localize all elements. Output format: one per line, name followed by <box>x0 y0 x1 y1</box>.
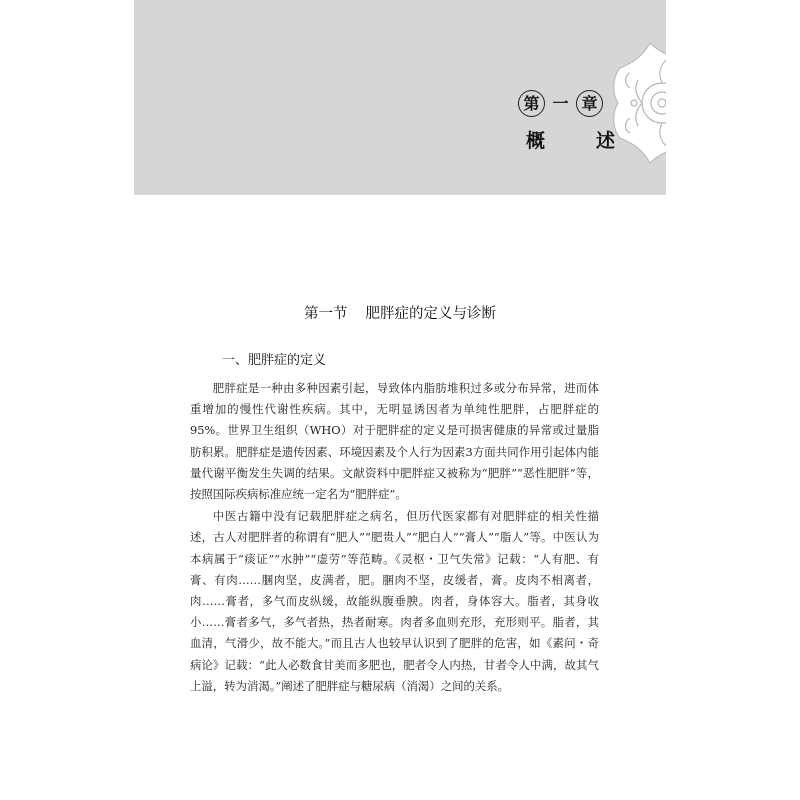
section-label: 第一节 <box>304 306 348 322</box>
section-title <box>134 302 666 323</box>
paragraph: 肥胖症是一种由多种因素引起，导致体内脂肪堆积过多或分布异常，进而体重增加的慢性代谢性疾病。其中，无明显诱因者为单纯性肥胖，占肥胖症的95%。世界卫生组织（WHO）对于肥胖症的定义是可损害健康的异常或过量脂肪积累。肥胖症是遗传因素、环境因素及个人行为因素3方面共同作用引起体内能量代谢平衡发生失调的结果。文献资料中肥胖症又被称为“肥胖”“恶性肥胖”等，按照国际疾病标准应统一定名为“肥胖症”。 <box>190 381 599 502</box>
chapter-title: 概 述 <box>526 130 632 152</box>
chapter-number <box>518 90 603 117</box>
chapter-header-band <box>134 0 666 195</box>
paragraph: 中医古籍中没有记载肥胖症之病名，但历代医家都有对肥胖症的相关性描述，古人对肥胖者的称谓有“肥人”“肥贵人”“肥白人”“膏人”“脂人”等。中医认为本病属于“痰证”“水肿”“虚劳”等范畴。《灵枢・卫气失常》记载：“人有肥、有膏、有肉……䐃肉坚，皮满者，肥。䐃肉不坚，皮缓者，膏。皮肉不相离者，肉……膏者，多气而皮纵缓，故能纵腹垂腴。肉者，身体容大。脂者，其身收小……膏者多气，多气者热，热者耐寒。肉者多血则充形，充形则平。脂者，其血清，气滑少，故不能大。”而且古人也较早认识到了肥胖的危害，如《素问・奇病论》记载：“此人必数食甘美而多肥也，肥者令人内热，甘者令人中满，故其气上溢，转为消渴。”阐述了肥胖症与糖尿病（消渴）之间的关系。 <box>190 509 599 693</box>
chapter-number-char: 第 <box>518 90 545 117</box>
body-text <box>190 378 599 698</box>
chapter-number-char: 一 <box>552 94 569 113</box>
book-page <box>134 0 666 800</box>
chapter-number-char: 章 <box>576 90 603 117</box>
section-name: 肥胖症的定义与诊断 <box>365 306 496 322</box>
subsection-title: 一、肥胖症的定义 <box>222 353 327 368</box>
